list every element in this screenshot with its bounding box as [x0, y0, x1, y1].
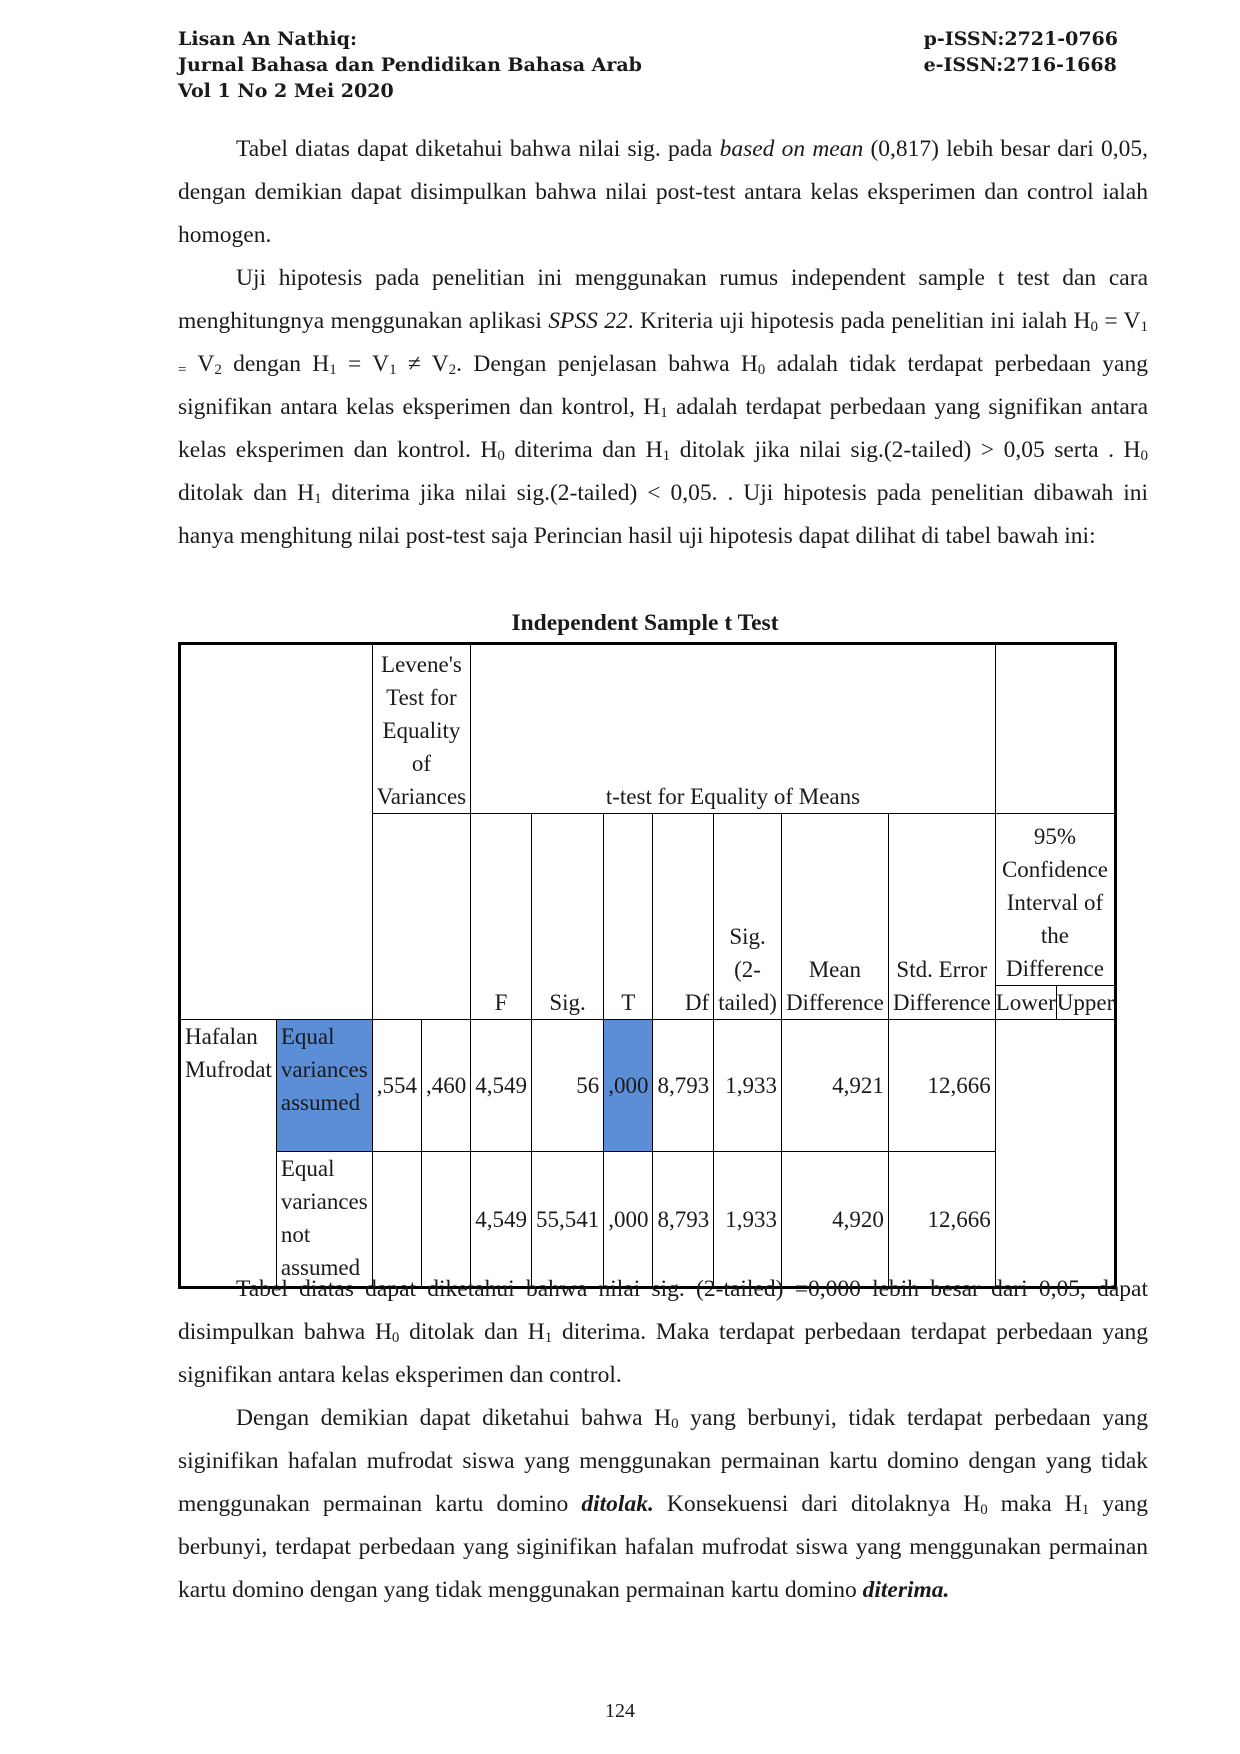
text: Uji hipotesis pada penelitian ini menggunakan rumus independent sample t test dan cara menghitungnya menggunakan aplikasi: [178, 265, 1148, 334]
subscript: 1: [389, 362, 397, 378]
subscript: 0: [980, 1502, 988, 1518]
subscript: 1 =: [178, 319, 1148, 378]
subscript: 0: [757, 362, 766, 378]
text: dengan H: [221, 351, 330, 377]
text: yang berbunyi, tidak terdapat perbedaan yang siginifikan hafalan mufrodat siswa yang menggunakan permainan kartu domino dengan yang tidak menggunakan permainan kartu domino: [178, 1405, 1149, 1517]
table-title: Independent Sample t Test: [511, 610, 779, 636]
levene-header: Levene's Test for Equality of Variances: [372, 644, 471, 814]
subscript: 2: [214, 362, 222, 378]
issn-info: [924, 26, 1118, 78]
cell-mean-difference: 8,793: [653, 1152, 714, 1288]
cell-lower: 4,920: [781, 1152, 888, 1288]
text: ditolak dan H: [178, 480, 315, 506]
subscript: 0: [671, 1416, 679, 1432]
text: ditolak dan H: [399, 1319, 545, 1345]
col-df: Df: [653, 814, 714, 1020]
subscript: 0: [1090, 319, 1098, 335]
journal-subtitle: Jurnal Bahasa dan Pendidikan Bahasa Arab: [178, 54, 642, 76]
paragraph-homogeneity: [178, 128, 1148, 257]
subscript: 1: [662, 448, 671, 464]
cell-f: ,554: [372, 1020, 421, 1152]
col-upper: Upper: [1056, 990, 1115, 1015]
ci-header-cell: [995, 814, 1116, 1020]
journal-volume: Vol 1 No 2 Mei 2020: [178, 80, 394, 102]
cell-upper: 12,666: [888, 1152, 995, 1288]
subscript: 0: [1140, 448, 1148, 464]
col-mean-difference: Mean Difference: [781, 814, 888, 1020]
journal-info: [178, 26, 642, 104]
cell-sig-2-tailed: ,000: [604, 1152, 653, 1288]
cell-df: 55,541: [531, 1152, 603, 1288]
text: Dengan demikian dapat diketahui bahwa H: [236, 1405, 672, 1431]
col-std-error-difference: Std. Error Difference: [888, 814, 995, 1020]
p-issn: p-ISSN:2721-0766: [923, 28, 1118, 50]
text: Konsekuensi dari ditolaknya H: [653, 1491, 981, 1517]
independent-sample-t-test-table: [178, 642, 1117, 1289]
row-equal-variances-not-assumed: Equal variances not assumed: [276, 1152, 372, 1288]
text: ditolak jika nilai sig.(2-tailed) > 0,05 serta . H: [670, 437, 1141, 463]
bold-italic-text: ditolak.: [581, 1491, 654, 1517]
paragraph-conclusion: [178, 1397, 1148, 1612]
col-sig-2-tailed: Sig. (2-tailed): [714, 814, 782, 1020]
col-f: F: [471, 814, 532, 1020]
col-t: T: [604, 814, 653, 1020]
cell-std-error: 1,933: [714, 1152, 782, 1288]
ci-subheader: [996, 985, 1115, 1019]
spacer: [372, 814, 471, 1020]
text: (0,817) lebih besar dari 0,05, dengan demikian dapat disimpulkan bahwa nilai post-test antara kelas eksperimen dan control ialah homogen.: [178, 136, 1149, 248]
cell-mean-difference: 8,793: [653, 1020, 714, 1152]
page-number: 124: [605, 1700, 635, 1722]
paragraph-result: [178, 1268, 1148, 1397]
text: Tabel diatas dapat diketahui bahwa nilai sig. (2-tailed) =0,000 lebih besar dari 0,05, dapat disimpulkan bahwa H: [178, 1276, 1148, 1345]
subscript: 1: [660, 405, 668, 421]
e-issn: e-ISSN:2716-1668: [923, 54, 1117, 76]
cell-t: 4,549: [471, 1020, 532, 1152]
ttest-header: t-test for Equality of Means: [471, 644, 996, 814]
subscript: 0: [391, 1330, 400, 1346]
subscript: 2: [448, 362, 457, 378]
subscript: 1: [329, 362, 337, 378]
paragraph-hypothesis: [178, 257, 1148, 558]
text: adalah tidak terdapat perbedaan yang signifikan antara kelas eksperimen dan kontrol, H: [178, 351, 1148, 420]
subscript: 1: [1081, 1502, 1090, 1518]
text: . Kriteria uji hipotesis pada penelitian ini ialah H: [627, 308, 1091, 334]
subscript: 1: [314, 491, 322, 507]
cell-upper: 12,666: [888, 1020, 995, 1152]
cell-df: 56: [531, 1020, 603, 1152]
text: . Dengan penjelasan bahwa H: [456, 351, 758, 377]
italic-text: SPSS 22: [548, 308, 628, 334]
col-sig: Sig.: [531, 814, 603, 1020]
cell-std-error: 1,933: [714, 1020, 782, 1152]
text: diterima dan H: [504, 437, 663, 463]
text: diterima. Maka terdapat perbedaan terdapat perbedaan yang signifikan antara kelas eksperimen dan control.: [178, 1319, 1149, 1388]
text: yang berbunyi, terdapat perbedaan yang siginifikan hafalan mufrodat siswa yang menggunakan permainan kartu domino dengan yang tidak menggunakan permainan kartu domino: [178, 1491, 1149, 1603]
text: diterima jika nilai sig.(2-tailed) < 0,05. . Uji hipotesis pada penelitian dibawah ini hanya menghitung nilai post-test saja Perincian hasil uji hipotesis dapat dilihat di tabel bawah ini:: [178, 480, 1149, 549]
cell-sig: ,460: [421, 1020, 470, 1152]
bold-italic-text: diterima.: [862, 1577, 950, 1603]
subscript: 1: [544, 1330, 553, 1346]
text: maka H: [987, 1491, 1082, 1517]
cell-lower: 4,921: [781, 1020, 888, 1152]
text: adalah terdapat perbedaan yang signifikan antara kelas eksperimen dan kontrol. H: [178, 394, 1149, 463]
subscript: 0: [497, 448, 505, 464]
cell-sig-2-tailed: ,000: [604, 1020, 653, 1152]
cell-t: 4,549: [471, 1152, 532, 1288]
text: V: [186, 351, 215, 377]
text: = V: [336, 351, 390, 377]
col-lower: Lower: [996, 986, 1057, 1020]
table-row: [180, 1020, 1116, 1152]
row-equal-variances-assumed: Equal variances assumed: [276, 1020, 372, 1152]
text: ≠ V: [396, 351, 449, 377]
italic-text: based on mean: [719, 136, 864, 162]
journal-name: Lisan An Nathiq:: [178, 28, 357, 50]
text: Tabel diatas dapat diketahui bahwa nilai sig. pada: [236, 136, 720, 162]
table-corner-cell: [180, 644, 373, 1020]
row-variable-label: Hafalan Mufrodat: [180, 1020, 277, 1288]
ci-header: 95% Confidence Interval of the Difference: [1001, 824, 1108, 981]
text: = V: [1097, 308, 1141, 334]
